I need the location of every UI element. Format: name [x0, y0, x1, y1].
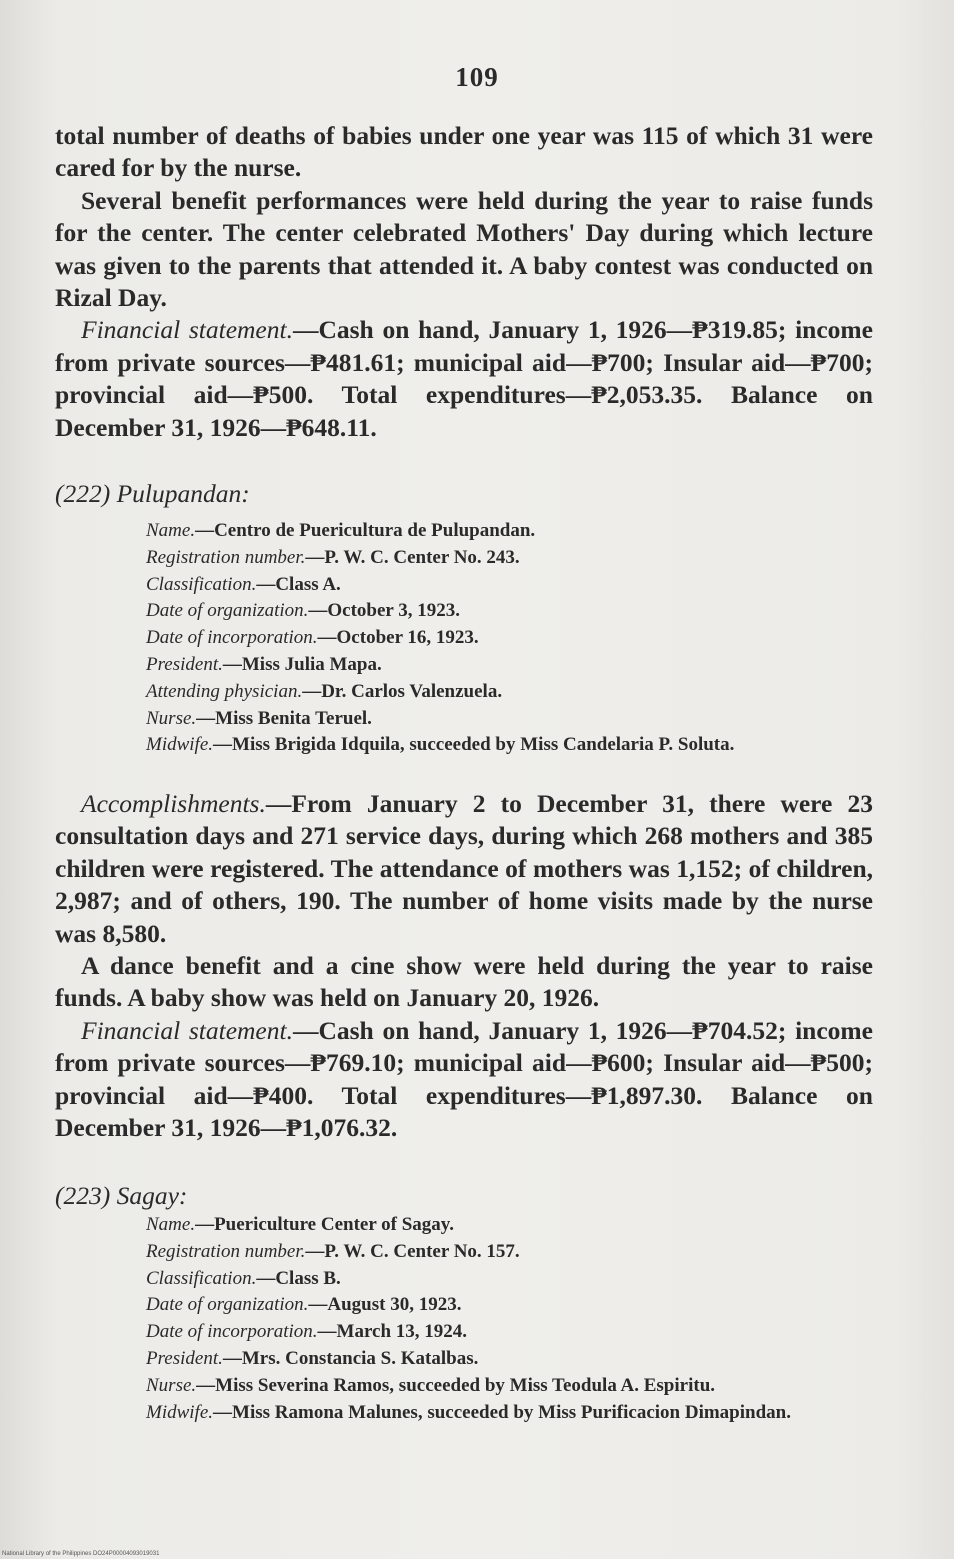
- detail-president: President.—Miss Julia Mapa.: [146, 653, 382, 675]
- section-223-heading: [55, 1180, 873, 1212]
- accomplishments-text: —From January 2 to December 31, there were 23 consultation days and 271 service days, during which 268 mothers and 385 children were registered. The attendance of mothers was 1,152; of children, 2,987; and of others, 190. The number of home visits made by the nurse was 8,580.: [55, 789, 873, 948]
- financial-statement-label: Financial statement.: [81, 1015, 293, 1045]
- financial-statement-1: [55, 314, 873, 444]
- detail-organization-date: Date of organization.—August 30, 1923.: [146, 1294, 462, 1316]
- section-223-details: [146, 1212, 874, 1426]
- detail-name: Name.—Puericulture Center of Sagay.: [146, 1214, 455, 1235]
- detail-nurse: Nurse.—Miss Severina Ramos, succeeded by Miss Teodula A. Espiritu.: [146, 1374, 716, 1396]
- detail-president: President.—Mrs. Constancia S. Katalbas.: [146, 1347, 479, 1369]
- section-number: (223): [55, 1181, 111, 1210]
- detail-midwife: Midwife.—Miss Brigida Idquila, succeeded by Miss Candelaria P. Soluta.: [146, 734, 735, 756]
- detail-name: Name.—Centro de Puericultura de Pulupandan.: [146, 520, 536, 541]
- section-number: (222): [55, 479, 111, 508]
- section-place: Pulupandan:: [116, 479, 250, 508]
- financial-statement-text: —Cash on hand, January 1, 1926—₱319.85; income from private sources—₱481.61; municipal aid—₱700; Insular aid—₱700; provincial aid—₱500. Total expenditures—₱2,053.35. Balance on December 31, 1926—₱648.11.: [55, 315, 873, 442]
- scan-footer-text: National Library of the Philippines DO24P00004093019031: [2, 1551, 160, 1557]
- accomplishments-paragraph: [55, 788, 873, 950]
- section-222-body: [55, 788, 873, 1144]
- accomplishments-label: Accomplishments.: [81, 789, 266, 818]
- detail-midwife: Midwife.—Miss Ramona Malunes, succeeded by Miss Purificacion Dimapindan.: [146, 1401, 791, 1423]
- detail-classification: Classification.—Class A.: [146, 573, 341, 595]
- detail-incorporation-date: Date of incorporation.—October 16, 1923.: [146, 627, 479, 649]
- detail-nurse: Nurse.—Miss Benita Teruel.: [146, 707, 372, 729]
- detail-organization-date: Date of organization.—October 3, 1923.: [146, 600, 461, 622]
- detail-incorporation-date: Date of incorporation.—March 13, 1924.: [146, 1321, 468, 1343]
- section-place: Sagay:: [116, 1181, 188, 1210]
- financial-statement-text: —Cash on hand, January 1, 1926—₱704.52; income from private sources—₱769.10; municipal aid—₱600; Insular aid—₱500; provincial aid—₱400. Total expenditures—₱1,897.30. Balance on December 31, 1926—₱1,076.32.: [55, 1015, 873, 1143]
- paragraph-dance-benefit: A dance benefit and a cine show were held during the year to raise funds. A baby show was held on January 20, 1926.: [55, 951, 873, 1013]
- paragraph-benefits: Several benefit performances were held during the year to raise funds for the center. The center celebrated Mothers' Day during which lecture was given to the parents that attended it. A baby contest was conducted on Rizal Day.: [55, 185, 873, 313]
- paragraph-deaths: total number of deaths of babies under one year was 115 of which 31 were cared for by the nurse.: [55, 121, 873, 183]
- detail-classification: Classification.—Class B.: [146, 1267, 341, 1289]
- detail-registration: Registration number.—P. W. C. Center No. 243.: [146, 546, 520, 568]
- section-222-heading: [55, 478, 873, 510]
- section-222-details: [146, 518, 874, 759]
- page-number: 109: [455, 62, 499, 92]
- body-block-1: [55, 120, 873, 444]
- financial-statement-label: Financial statement.: [81, 315, 293, 345]
- detail-registration: Registration number.—P. W. C. Center No. 157.: [146, 1240, 520, 1262]
- detail-physician: Attending physician.—Dr. Carlos Valenzuela.: [146, 680, 503, 702]
- financial-statement-2: [55, 1015, 873, 1145]
